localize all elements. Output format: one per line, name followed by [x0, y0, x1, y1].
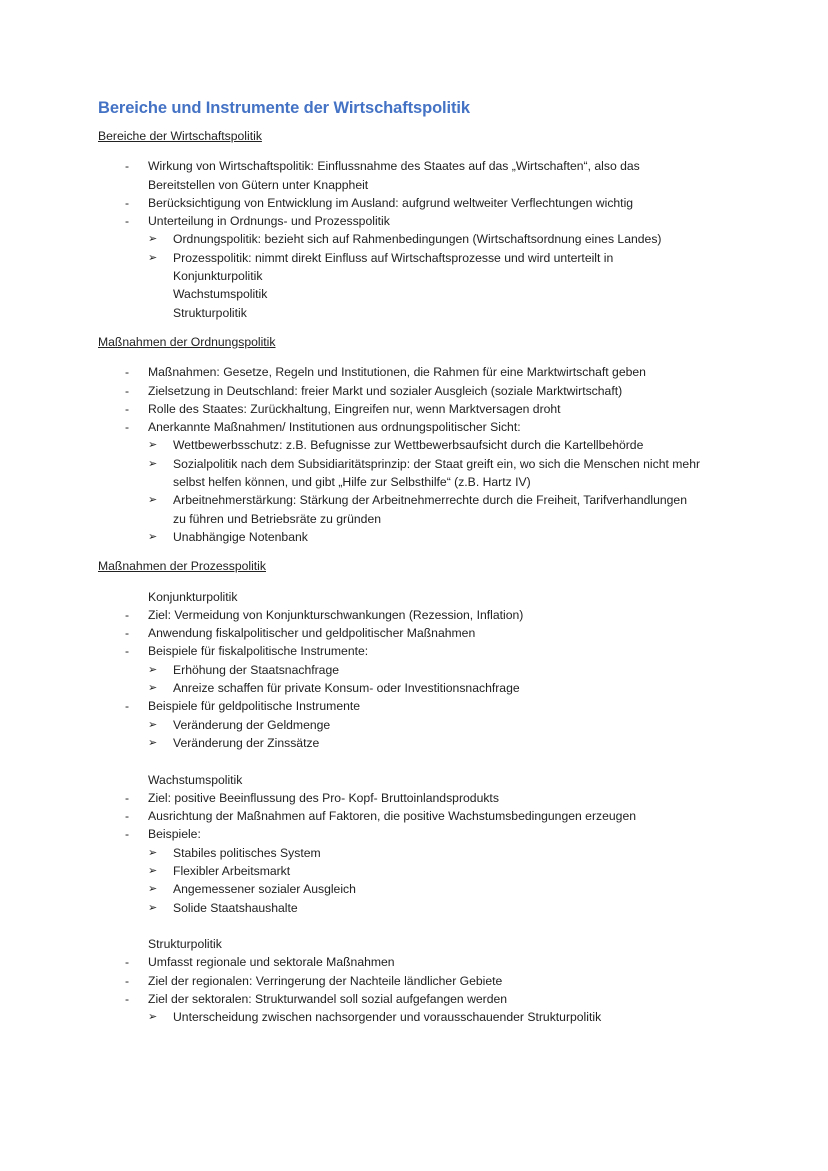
subsection-label [98, 935, 738, 953]
list-item [98, 267, 738, 285]
list-item-text: Konjunkturpolitik [173, 269, 263, 284]
dash-bullet-icon: - [125, 195, 130, 210]
list-item [98, 789, 738, 807]
dash-bullet-icon: - [125, 699, 130, 714]
list-item-text: Wettbewerbsschutz: z.B. Befugnisse zur Wettbewerbsaufsicht durch die Kartellbehörde [173, 438, 644, 453]
section [98, 557, 738, 1026]
list-item-text: Unterscheidung zwischen nachsorgender und vorausschauender Strukturpolitik [173, 1010, 602, 1025]
list-item-text: Bereitstellen von Gütern unter Knappheit [148, 177, 369, 192]
subsection-label [98, 771, 738, 789]
list-item [98, 825, 738, 843]
dash-bullet-icon: - [125, 790, 130, 805]
list-item [98, 418, 738, 436]
arrow-bullet-icon: ➢ [148, 1011, 158, 1024]
arrow-bullet-icon: ➢ [148, 251, 158, 264]
list-item-text: Wachstumspolitik [173, 287, 268, 302]
list-item-text: Unterteilung in Ordnungs- und Prozesspolitik [148, 214, 390, 229]
list-item-text: Beispiele: [148, 827, 201, 842]
list-item-text: Ziel der sektoralen: Strukturwandel soll sozial aufgefangen werden [148, 992, 508, 1007]
list-item [98, 642, 738, 660]
arrow-bullet-icon: ➢ [148, 901, 158, 914]
list-item [98, 679, 738, 697]
list-item [98, 455, 738, 473]
dash-bullet-icon: - [125, 214, 130, 229]
dash-bullet-icon: - [125, 827, 130, 842]
list-item [98, 862, 738, 880]
list-item-text: Strukturpolitik [148, 937, 222, 952]
list-item-text: Prozesspolitik: nimmt direkt Einfluss auf Wirtschaftsprozesse und wird unterteilt in [173, 250, 614, 265]
list-item-text: Ordnungspolitik: bezieht sich auf Rahmenbedingungen (Wirtschaftsordnung eines Landes) [173, 232, 662, 247]
list-item [98, 249, 738, 267]
list-item [98, 400, 738, 418]
list-item-text: Berücksichtigung von Entwicklung im Ausland: aufgrund weltweiter Verflechtungen wichtig [148, 195, 634, 210]
arrow-bullet-icon: ➢ [148, 736, 158, 749]
list-item-text: Anerkannte Maßnahmen/ Institutionen aus ordnungspolitischer Sicht: [148, 420, 521, 435]
list-item-text: Strukturpolitik [173, 305, 247, 320]
arrow-bullet-icon: ➢ [148, 663, 158, 676]
list-item [98, 880, 738, 898]
list-item [98, 382, 738, 400]
arrow-bullet-icon: ➢ [148, 883, 158, 896]
list-item-text: Beispiele für fiskalpolitische Instrumente: [148, 644, 369, 659]
document-page [98, 97, 738, 1038]
blank-line [98, 917, 738, 935]
arrow-bullet-icon: ➢ [148, 457, 158, 470]
dash-bullet-icon: - [125, 955, 130, 970]
list-item-text: Ziel: Vermeidung von Konjunkturschwankungen (Rezession, Inflation) [148, 607, 524, 622]
dash-bullet-icon: - [125, 992, 130, 1007]
list-item-text: Ausrichtung der Maßnahmen auf Faktoren, die positive Wachstumsbedingungen erzeugen [148, 809, 637, 824]
list-item [98, 972, 738, 990]
list-item-text: Erhöhung der Staatsnachfrage [173, 662, 340, 677]
list-item-text: Ziel: positive Beeinflussung des Pro- Kopf- Bruttoinlandsprodukts [148, 790, 499, 805]
list-item-text: Veränderung der Zinssätze [173, 735, 320, 750]
dash-bullet-icon: - [125, 607, 130, 622]
dash-bullet-icon: - [125, 420, 130, 435]
list-item-text: Flexibler Arbeitsmarkt [173, 863, 291, 878]
dash-bullet-icon: - [125, 644, 130, 659]
list-item-text: Zielsetzung in Deutschland: freier Markt und sozialer Ausgleich (soziale Marktwirtschaft) [148, 383, 623, 398]
arrow-bullet-icon: ➢ [148, 846, 158, 859]
list-item-text: zu führen und Betriebsräte zu gründen [173, 511, 382, 526]
arrow-bullet-icon: ➢ [148, 682, 158, 695]
arrow-bullet-icon: ➢ [148, 530, 158, 543]
list-item [98, 606, 738, 624]
list-item-text: Wachstumspolitik [148, 772, 243, 787]
list-item [98, 363, 738, 381]
arrow-bullet-icon: ➢ [148, 439, 158, 452]
list-item [98, 716, 738, 734]
list-item-text: Umfasst regionale und sektorale Maßnahmen [148, 955, 395, 970]
list-item [98, 844, 738, 862]
list-item [98, 510, 738, 528]
section [98, 333, 738, 546]
list-item [98, 176, 738, 194]
arrow-bullet-icon: ➢ [148, 494, 158, 507]
list-item-text: Sozialpolitik nach dem Subsidiaritätsprinzip: der Staat greift ein, wo sich die Menschen nicht mehr [173, 456, 701, 471]
list-item [98, 436, 738, 454]
dash-bullet-icon: - [125, 973, 130, 988]
list-item-text: Angemessener sozialer Ausgleich [173, 882, 356, 897]
list-item [98, 661, 738, 679]
list-item [98, 899, 738, 917]
list-item-text: selbst helfen können, und gibt „Hilfe zur Selbsthilfe“ (z.B. Hartz IV) [173, 475, 531, 490]
list-item [98, 1008, 738, 1026]
list-item-text: Anwendung fiskalpolitischer und geldpolitischer Maßnahmen [148, 626, 476, 641]
list-item-text: Anreize schaffen für private Konsum- oder Investitionsnachfrage [173, 681, 520, 696]
list-item-text: Ziel der regionalen: Verringerung der Nachteile ländlicher Gebiete [148, 973, 503, 988]
section-heading: Bereiche der Wirtschaftspolitik [98, 129, 262, 143]
list-item-text: Maßnahmen: Gesetze, Regeln und Institutionen, die Rahmen für eine Marktwirtschaft geben [148, 365, 646, 380]
list-item [98, 491, 738, 509]
section-heading: Maßnahmen der Prozesspolitik [98, 559, 266, 574]
document-title: Bereiche und Instrumente der Wirtschaftspolitik [98, 99, 470, 117]
dash-bullet-icon: - [125, 365, 130, 380]
dash-bullet-icon: - [125, 626, 130, 641]
dash-bullet-icon: - [125, 401, 130, 416]
list-item-text: Arbeitnehmerstärkung: Stärkung der Arbeitnehmerrechte durch die Freiheit, Tarifverhandlungen [173, 493, 687, 508]
list-item-text: Wirkung von Wirtschaftspolitik: Einflussnahme des Staates auf das „Wirtschaften“, also das [148, 159, 640, 174]
arrow-bullet-icon: ➢ [148, 864, 158, 877]
blank-line [98, 752, 738, 770]
list-item [98, 212, 738, 230]
list-item [98, 194, 738, 212]
list-item-text: Rolle des Staates: Zurückhaltung, Eingreifen nur, wenn Marktversagen droht [148, 401, 561, 416]
sections-container [98, 127, 738, 1027]
list-item [98, 734, 738, 752]
dash-bullet-icon: - [125, 159, 130, 174]
list-item-text: Stabiles politisches System [173, 845, 321, 860]
list-item [98, 473, 738, 491]
list-item-text: Unabhängige Notenbank [173, 529, 308, 544]
list-item [98, 230, 738, 248]
list-item-text: Veränderung der Geldmenge [173, 717, 331, 732]
list-item [98, 697, 738, 715]
list-item-text: Solide Staatshaushalte [173, 900, 298, 915]
list-item-text: Beispiele für geldpolitische Instrumente [148, 699, 361, 714]
subsection-label [98, 588, 738, 606]
dash-bullet-icon: - [125, 383, 130, 398]
list-item [98, 990, 738, 1008]
list-item [98, 157, 738, 175]
arrow-bullet-icon: ➢ [148, 233, 158, 246]
arrow-bullet-icon: ➢ [148, 718, 158, 731]
list-item-text: Konjunkturpolitik [148, 589, 238, 604]
list-item [98, 624, 738, 642]
list-item [98, 807, 738, 825]
list-item [98, 304, 738, 322]
list-item [98, 953, 738, 971]
list-item [98, 528, 738, 546]
list-item [98, 285, 738, 303]
dash-bullet-icon: - [125, 809, 130, 824]
section-heading: Maßnahmen der Ordnungspolitik [98, 334, 276, 349]
section [98, 127, 738, 322]
